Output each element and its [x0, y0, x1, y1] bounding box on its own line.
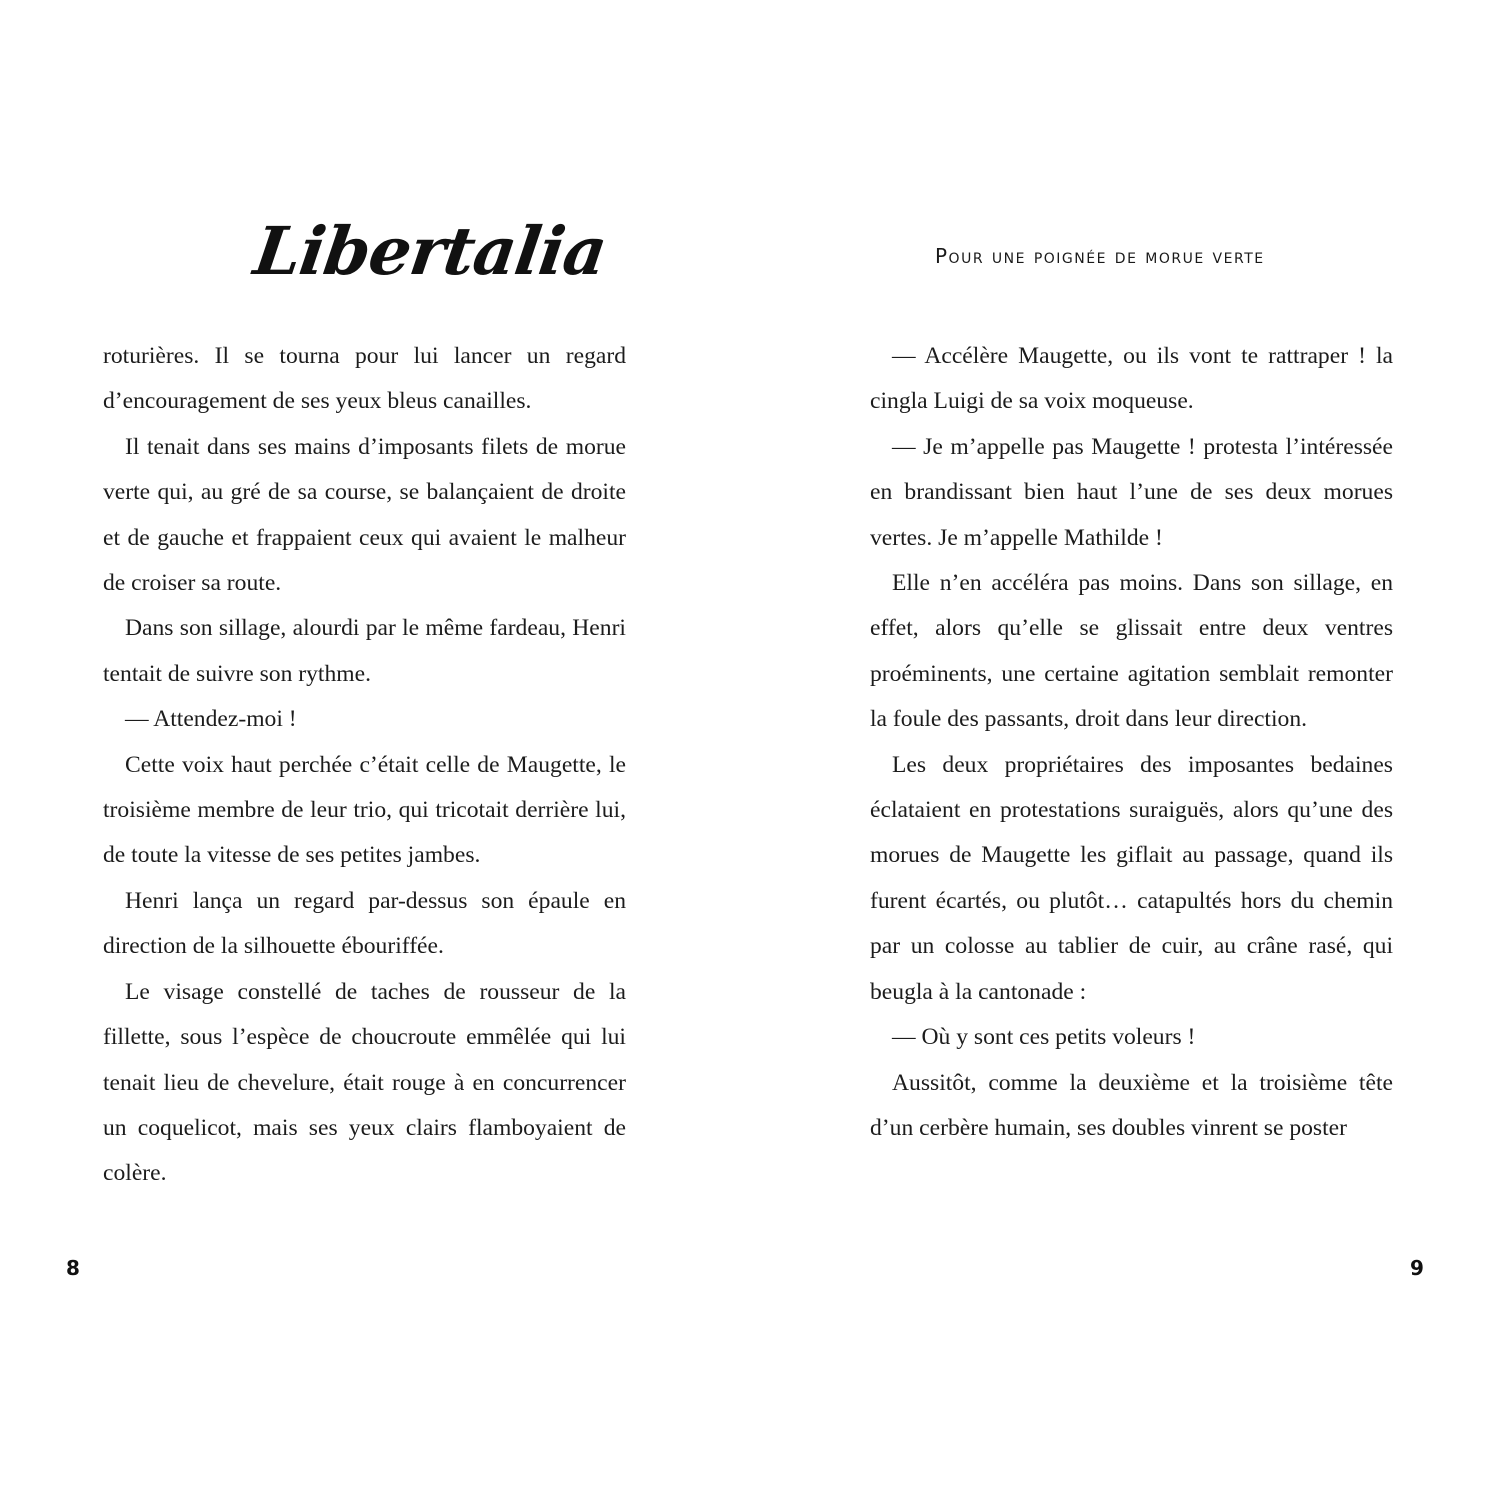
- running-header-chapter-title: Pour une poignée de morue verte: [935, 244, 1265, 268]
- paragraph: — Je m’appelle pas Maugette ! protesta l’intéressée en brandissant bien haut l’une de ses deux morues vertes. Je m’appelle Mathilde !: [870, 433, 1393, 551]
- right-page-body: [870, 334, 1393, 1151]
- paragraph: Il tenait dans ses mains d’imposants filets de morue verte qui, au gré de sa course, se balançaient de droite et de gauche et frappaient ceux qui avaient le malheur de croiser sa route.: [103, 433, 626, 597]
- paragraph: Dans son sillage, alourdi par le même fardeau, Henri tentait de suivre son rythme.: [103, 615, 626, 687]
- page-number: 9: [1410, 1256, 1424, 1280]
- paragraph: — Attendez-moi !: [125, 706, 297, 733]
- paragraph: Henri lança un regard par-dessus son épaule en direction de la silhouette ébouriffée.: [103, 887, 626, 960]
- left-page-body: [103, 334, 626, 1197]
- paragraph: Cette voix haut perchée c’était celle de Maugette, le troisième membre de leur trio, qui tricotait derrière lui, de toute la vitesse de ses petites jambes.: [103, 751, 626, 869]
- running-header-book-title: Libertalia: [249, 212, 612, 290]
- paragraph: Aussitôt, comme la deuxième et la troisième tête d’un cerbère humain, ses doubles vinrent se poster: [870, 1069, 1393, 1141]
- paragraph: roturières. Il se tourna pour lui lancer un regard d’encouragement de ses yeux bleus canailles.: [103, 343, 626, 415]
- paragraph: — Où y sont ces petits voleurs !: [892, 1024, 1196, 1051]
- right-page: [750, 0, 1500, 1500]
- paragraph: Les deux propriétaires des imposantes bedaines éclataient en protestations suraiguës, alors qu’une des morues de Maugette les giflait au passage, quand ils furent écartés, ou plutôt… catapultés hors du chemin par un colosse au tablier de cuir, au crâne rasé, qui beugla à la cantonade :: [870, 751, 1393, 1005]
- page-number: 8: [66, 1256, 80, 1280]
- paragraph: Elle n’en accéléra pas moins. Dans son sillage, en effet, alors qu’elle se glissait entre deux ventres proéminents, une certaine agitation semblait remonter la foule des passants, droit dans leur direction.: [870, 570, 1393, 733]
- paragraph: Le visage constellé de taches de rousseur de la fillette, sous l’espèce de choucroute emmêlée qui lui tenait lieu de chevelure, était rouge à en concurrencer un coquelicot, mais ses yeux clairs flamboyaient de colère.: [103, 978, 626, 1187]
- paragraph: — Accélère Maugette, ou ils vont te rattraper ! la cingla Luigi de sa voix moqueuse.: [870, 343, 1393, 415]
